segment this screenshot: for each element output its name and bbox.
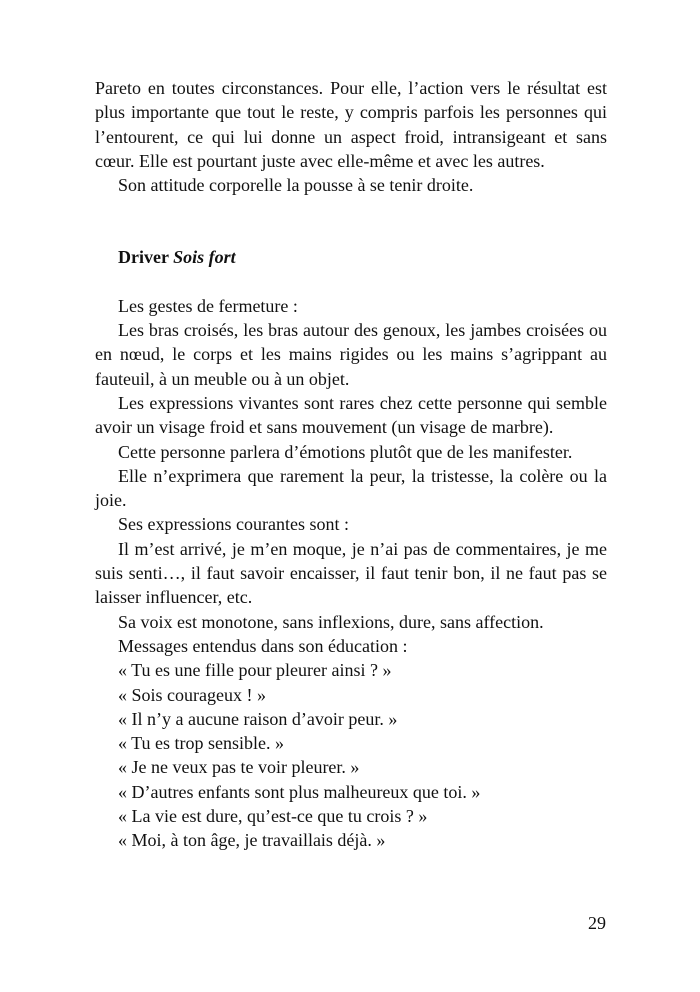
paragraph-posture: Son attitude corporelle la pousse à se tenir droite.	[118, 175, 474, 196]
quote-line: « Tu es trop sensible. »	[118, 733, 285, 754]
heading-prefix: Driver	[118, 247, 169, 268]
quote-line: « Je ne veux pas te voir pleurer. »	[118, 757, 360, 778]
paragraph-feelings: Elle n’exprimera que rarement la peur, la tristesse, la colère ou la joie.	[95, 465, 607, 511]
paragraph-continuation: Pareto en toutes circonstances. Pour elle, l’action vers le résultat est plus importante que tout le reste, y compris parfois les personnes qui l’entourent, ce qui lui donne un aspect froid, intransigeant et sans cœur. Elle est pourtant juste avec elle-même et avec les autres.	[95, 78, 607, 171]
paragraph-emotions: Cette personne parlera d’émotions plutôt que de les manifester.	[118, 441, 573, 462]
paragraph-expressions: Les expressions vivantes sont rares chez cette personne qui semble avoir un visage froid et sans mouvement (un visage de marbre).	[95, 392, 607, 438]
paragraph-common-expressions: Il m’est arrivé, je m’en moque, je n’ai pas de commentaires, je me suis senti…, il faut savoir encaisser, il faut tenir bon, il ne faut pas se laisser influencer, etc.	[95, 538, 607, 608]
paragraph-messages-title: Messages entendus dans son éducation :	[118, 635, 408, 656]
quote-line: « La vie est dure, qu’est-ce que tu crois ? »	[118, 806, 428, 827]
quote-line: « D’autres enfants sont plus malheureux que toi. »	[118, 781, 481, 802]
paragraph-gestures: Les bras croisés, les bras autour des genoux, les jambes croisées ou en nœud, le corps et les mains rigides ou les mains s’agrippant au fauteuil, à un meuble ou à un objet.	[95, 320, 607, 389]
paragraph-common-title: Ses expressions courantes sont :	[118, 514, 349, 535]
paragraph-voice: Sa voix est monotone, sans inflexions, dure, sans affection.	[118, 611, 544, 632]
page-number: 29	[588, 913, 606, 933]
quote-line: « Il n’y a aucune raison d’avoir peur. »	[118, 708, 398, 729]
section-heading	[95, 245, 607, 269]
page-content	[95, 76, 607, 853]
paragraph-gestures-title: Les gestes de fermeture :	[118, 295, 298, 316]
quote-line: « Tu es une fille pour pleurer ainsi ? »	[118, 660, 392, 681]
quote-line: « Sois courageux ! »	[118, 684, 266, 705]
quote-line: « Moi, à ton âge, je travaillais déjà. »	[118, 830, 386, 851]
heading-italic: Sois fort	[173, 247, 236, 268]
